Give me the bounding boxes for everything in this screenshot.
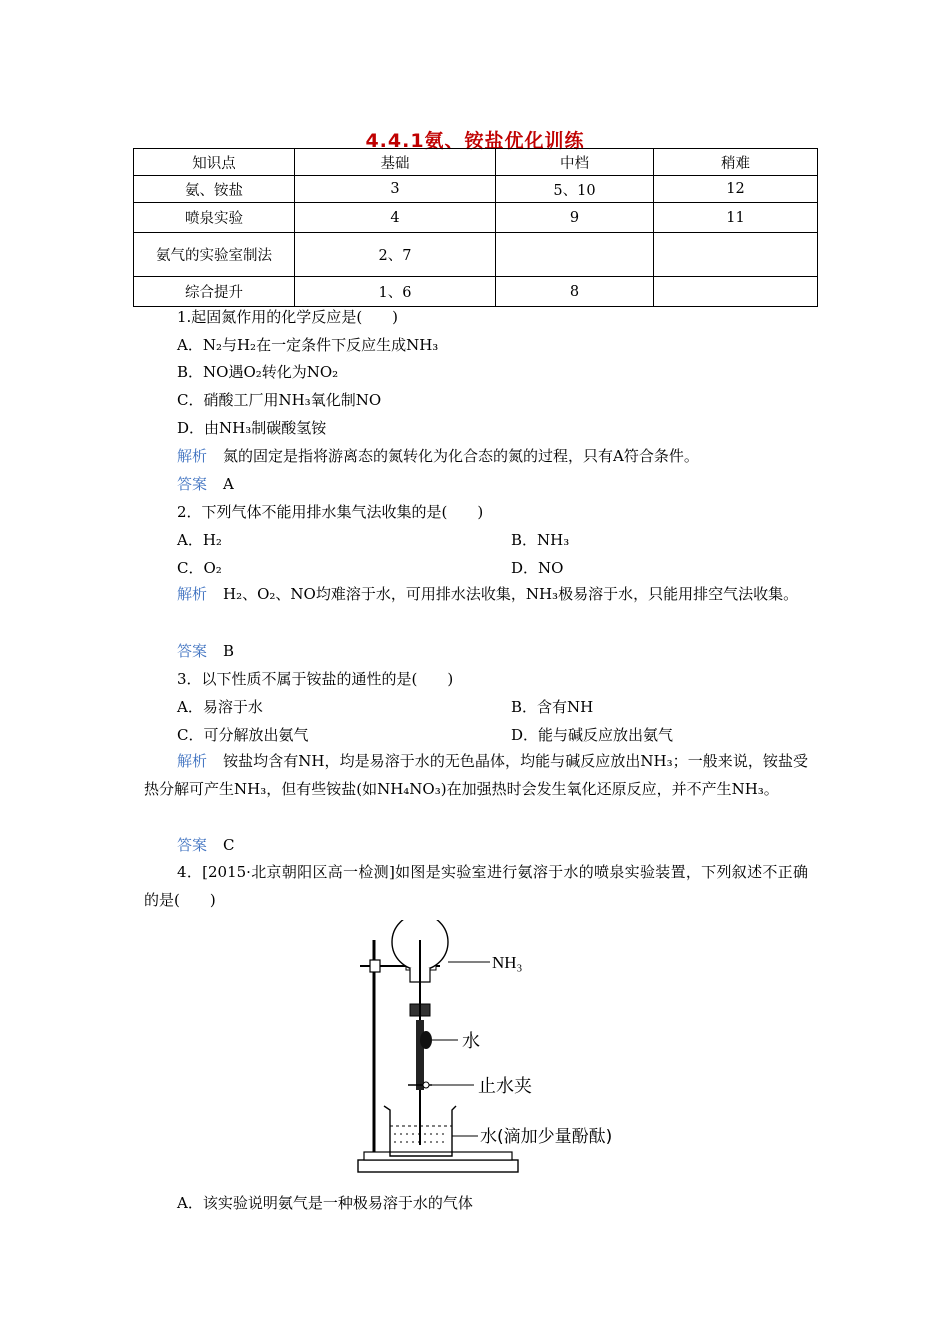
q1-analysis-line bbox=[177, 446, 699, 466]
table-header-cell: 中档 bbox=[496, 149, 654, 176]
q2-option-b: B．NH₃ bbox=[511, 531, 570, 549]
q1-analysis: 氮的固定是指将游离态的氮转化为化合态的氮的过程，只有A符合条件。 bbox=[223, 447, 699, 465]
q3-stem: 3．以下性质不属于铵盐的通性的是( ) bbox=[177, 670, 454, 688]
table-header-cell: 知识点 bbox=[134, 149, 295, 176]
knowledge-table bbox=[133, 148, 818, 307]
table-cell: 12 bbox=[654, 176, 818, 203]
q3-analysis-block bbox=[144, 747, 808, 803]
stand-base bbox=[358, 1152, 518, 1172]
table-cell: 1、6 bbox=[295, 277, 496, 307]
answer-label: 答案 bbox=[177, 836, 208, 854]
table-cell bbox=[654, 233, 818, 277]
table-cell: 氨气的实验室制法 bbox=[134, 233, 295, 277]
q4-stem: 4．[2015·北京朝阳区高一检测]如图是实验室进行氨溶于水的喷泉实验装置，下列叙述不正确的是( ) bbox=[144, 863, 808, 909]
q1-answer: A bbox=[223, 475, 234, 493]
beaker-water-label: 水(滴加少量酚酞) bbox=[480, 1127, 613, 1147]
dropper-water-label: 水 bbox=[462, 1031, 480, 1052]
table-cell: 11 bbox=[654, 203, 818, 233]
q1-option-a: A．N₂与H₂在一定条件下反应生成NH₃ bbox=[177, 336, 439, 354]
q2-stem: 2．下列气体不能用排水集气法收集的是( ) bbox=[177, 503, 484, 521]
q3-analysis: 铵盐均含有NH，均是易溶于水的无色晶体，均能与碱反应放出NH₃；一般来说，铵盐受热分解可产生NH₃，但有些铵盐(如NH₄NO₃)在加强热时会发生氧化还原反应，并不产生NH₃。 bbox=[144, 752, 808, 798]
analysis-label: 解析 bbox=[177, 752, 208, 770]
table-cell: 9 bbox=[496, 203, 654, 233]
table-cell: 4 bbox=[295, 203, 496, 233]
q4-option-a: A．该实验说明氨气是一种极易溶于水的气体 bbox=[177, 1194, 473, 1212]
table-cell: 2、7 bbox=[295, 233, 496, 277]
answer-label: 答案 bbox=[177, 642, 208, 660]
answer-label: 答案 bbox=[177, 475, 208, 493]
analysis-label: 解析 bbox=[177, 585, 208, 603]
q2-answer-line bbox=[177, 641, 234, 661]
q2-option-c: C．O₂ bbox=[177, 559, 222, 577]
q3-answer: C bbox=[223, 836, 235, 854]
clamp-label: 止水夹 bbox=[478, 1076, 532, 1097]
table-row bbox=[134, 176, 818, 203]
q2-analysis: H₂、O₂、NO均难溶于水，可用排水法收集，NH₃极易溶于水，只能用排空气法收集。 bbox=[223, 585, 799, 603]
q3-answer-line bbox=[177, 835, 235, 855]
table-cell: 综合提升 bbox=[134, 277, 295, 307]
table-header-cell: 基础 bbox=[295, 149, 496, 176]
table-row bbox=[134, 277, 818, 307]
fountain-apparatus-figure bbox=[350, 920, 635, 1185]
table-cell: 5、10 bbox=[496, 176, 654, 203]
q3-option-b: B．含有NH bbox=[511, 698, 594, 716]
table-cell: 喷泉实验 bbox=[134, 203, 295, 233]
q3-option-d: D．能与碱反应放出氨气 bbox=[511, 726, 674, 744]
table-header-cell: 稍难 bbox=[654, 149, 818, 176]
q1-answer-line bbox=[177, 474, 234, 494]
q1-option-c: C．硝酸工厂用NH₃氧化制NO bbox=[177, 391, 382, 409]
table-cell bbox=[654, 277, 818, 307]
nh3-label: NH₃ bbox=[492, 953, 523, 972]
table-cell: 氨、铵盐 bbox=[134, 176, 295, 203]
table-cell: 8 bbox=[496, 277, 654, 307]
page-title: 4.4.1氨、铵盐优化训练 bbox=[365, 130, 585, 152]
table-cell bbox=[496, 233, 654, 277]
table-cell: 3 bbox=[295, 176, 496, 203]
q1-option-b: B．NO遇O₂转化为NO₂ bbox=[177, 363, 339, 381]
q2-option-a: A．H₂ bbox=[177, 531, 222, 549]
q2-analysis-block bbox=[144, 580, 808, 608]
q3-option-a: A．易溶于水 bbox=[177, 698, 263, 716]
q3-option-c: C．可分解放出氨气 bbox=[177, 726, 309, 744]
q1-stem: 1.起固氮作用的化学反应是( ) bbox=[177, 308, 399, 326]
q2-answer: B bbox=[223, 642, 235, 660]
table-row bbox=[134, 203, 818, 233]
q2-option-d: D．NO bbox=[511, 559, 564, 577]
table-header-row bbox=[134, 149, 818, 176]
q1-option-d: D．由NH₃制碳酸氢铵 bbox=[177, 419, 327, 437]
table-row bbox=[134, 233, 818, 277]
analysis-label: 解析 bbox=[177, 447, 208, 465]
